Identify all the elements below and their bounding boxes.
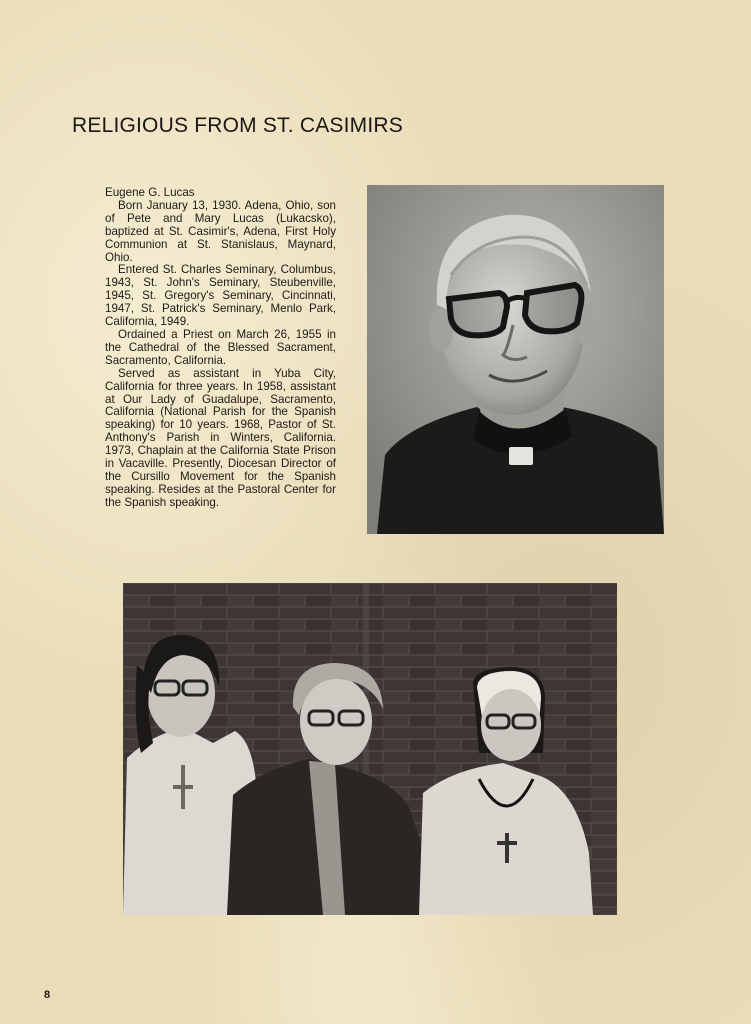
priest-portrait-photo [367,185,664,534]
bio-paragraph-ordination: Ordained a Priest on March 26, 1955 in the Cathedral of the Blessed Sacrament, Sacramento, California. [105,327,336,367]
bio-paragraph-birth: Born January 13, 1930. Adena, Ohio, son of Pete and Mary Lucas (Lukacsko), baptized at St. Casimir's, Adena, First Holy Communion at St. Stanislaus, Maynard, Ohio. [105,198,336,264]
bio-paragraph-seminary: Entered St. Charles Seminary, Columbus, 1943, St. John's Seminary, Steubenville, 1945, St. Gregory's Seminary, Cincinnati, 1947, St. Patrick's Seminary, Menlo Park, California, 1949. [105,263,336,329]
bio-name: Eugene G. Lucas [105,186,195,199]
priest-portrait-image [367,185,664,534]
biography-text [105,187,336,510]
bio-paragraph-service: Served as assistant in Yuba City, California for three years. In 1958, assistant at Our Lady of Guadalupe, Sacramento, California (National Parish for the Spanish speaking) for 10 years. 1968, Pastor of St. Anthony's Parish in Winters, California. 1973, Chaplain at the California State Prison in Vacaville. Presently, Diocesan Director of the Cursillo Movement for the Spanish speaking. Resides at the Pastoral Center for the Spanish speaking. [105,366,336,509]
page-number: 8 [44,989,51,1001]
group-photo-image [123,583,617,915]
page-title: RELIGIOUS FROM ST. CASIMIRS [72,114,403,138]
group-photo [123,583,617,915]
